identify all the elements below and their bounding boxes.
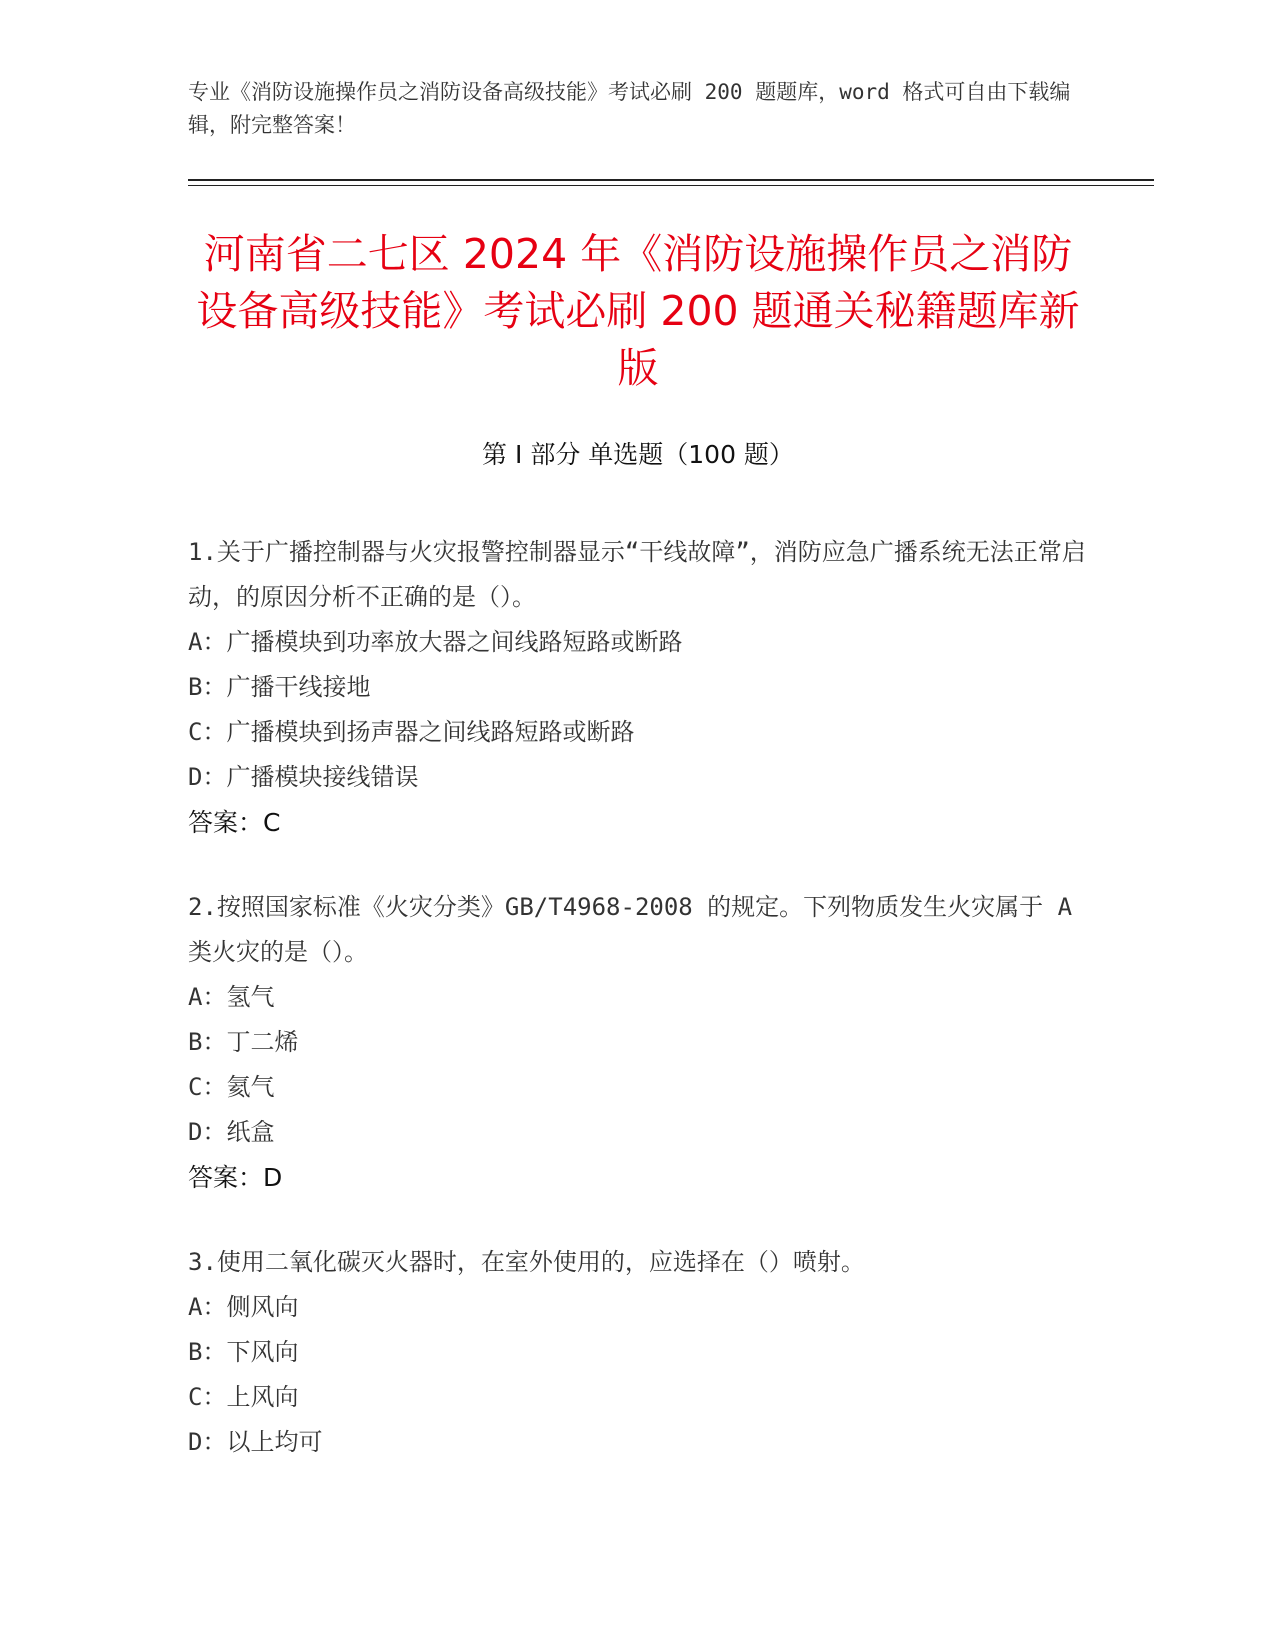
option-d: D：以上均可 bbox=[188, 1428, 323, 1456]
option-c: C：上风向 bbox=[188, 1383, 299, 1411]
option-d: D：广播模块接线错误 bbox=[188, 763, 419, 791]
header-divider-thick bbox=[188, 179, 1154, 181]
option-a: A：侧风向 bbox=[188, 1293, 299, 1321]
option-c: C：广播模块到扬声器之间线路短路或断路 bbox=[188, 718, 635, 746]
question-stem: 2.按照国家标准《火灾分类》GB/T4968-2008 的规定。下列物质发生火灾属于 A 类火灾的是（）。 bbox=[188, 893, 1073, 966]
option-d: D：纸盒 bbox=[188, 1118, 275, 1146]
question-1 bbox=[188, 530, 1088, 845]
option-c: C：氦气 bbox=[188, 1073, 275, 1101]
option-b: B：广播干线接地 bbox=[188, 673, 371, 701]
answer-line: 答案：D bbox=[188, 1163, 283, 1192]
question-3 bbox=[188, 1240, 1088, 1465]
section-heading: 第 I 部分 单选题（100 题） bbox=[482, 440, 794, 469]
option-a: A：氢气 bbox=[188, 983, 275, 1011]
option-b: B：丁二烯 bbox=[188, 1028, 299, 1056]
question-stem: 3.使用二氧化碳灭火器时，在室外使用的，应选择在（）喷射。 bbox=[188, 1248, 865, 1276]
answer-line: 答案：C bbox=[188, 808, 281, 837]
document-title: 河南省二七区 2024 年《消防设施操作员之消防设备高级技能》考试必刷 200 题通关秘籍题库新版 bbox=[196, 230, 1080, 392]
option-a: A：广播模块到功率放大器之间线路短路或断路 bbox=[188, 628, 683, 656]
header-divider-thin bbox=[188, 185, 1154, 186]
question-2 bbox=[188, 885, 1088, 1200]
question-stem: 1.关于广播控制器与火灾报警控制器显示“干线故障”，消防应急广播系统无法正常启动，的原因分析不正确的是（）。 bbox=[188, 538, 1086, 611]
question-list bbox=[188, 530, 1088, 1505]
header-note: 专业《消防设施操作员之消防设备高级技能》考试必刷 200 题题库，word 格式可自由下载编辑，附完整答案！ bbox=[188, 80, 1071, 137]
option-b: B：下风向 bbox=[188, 1338, 299, 1366]
